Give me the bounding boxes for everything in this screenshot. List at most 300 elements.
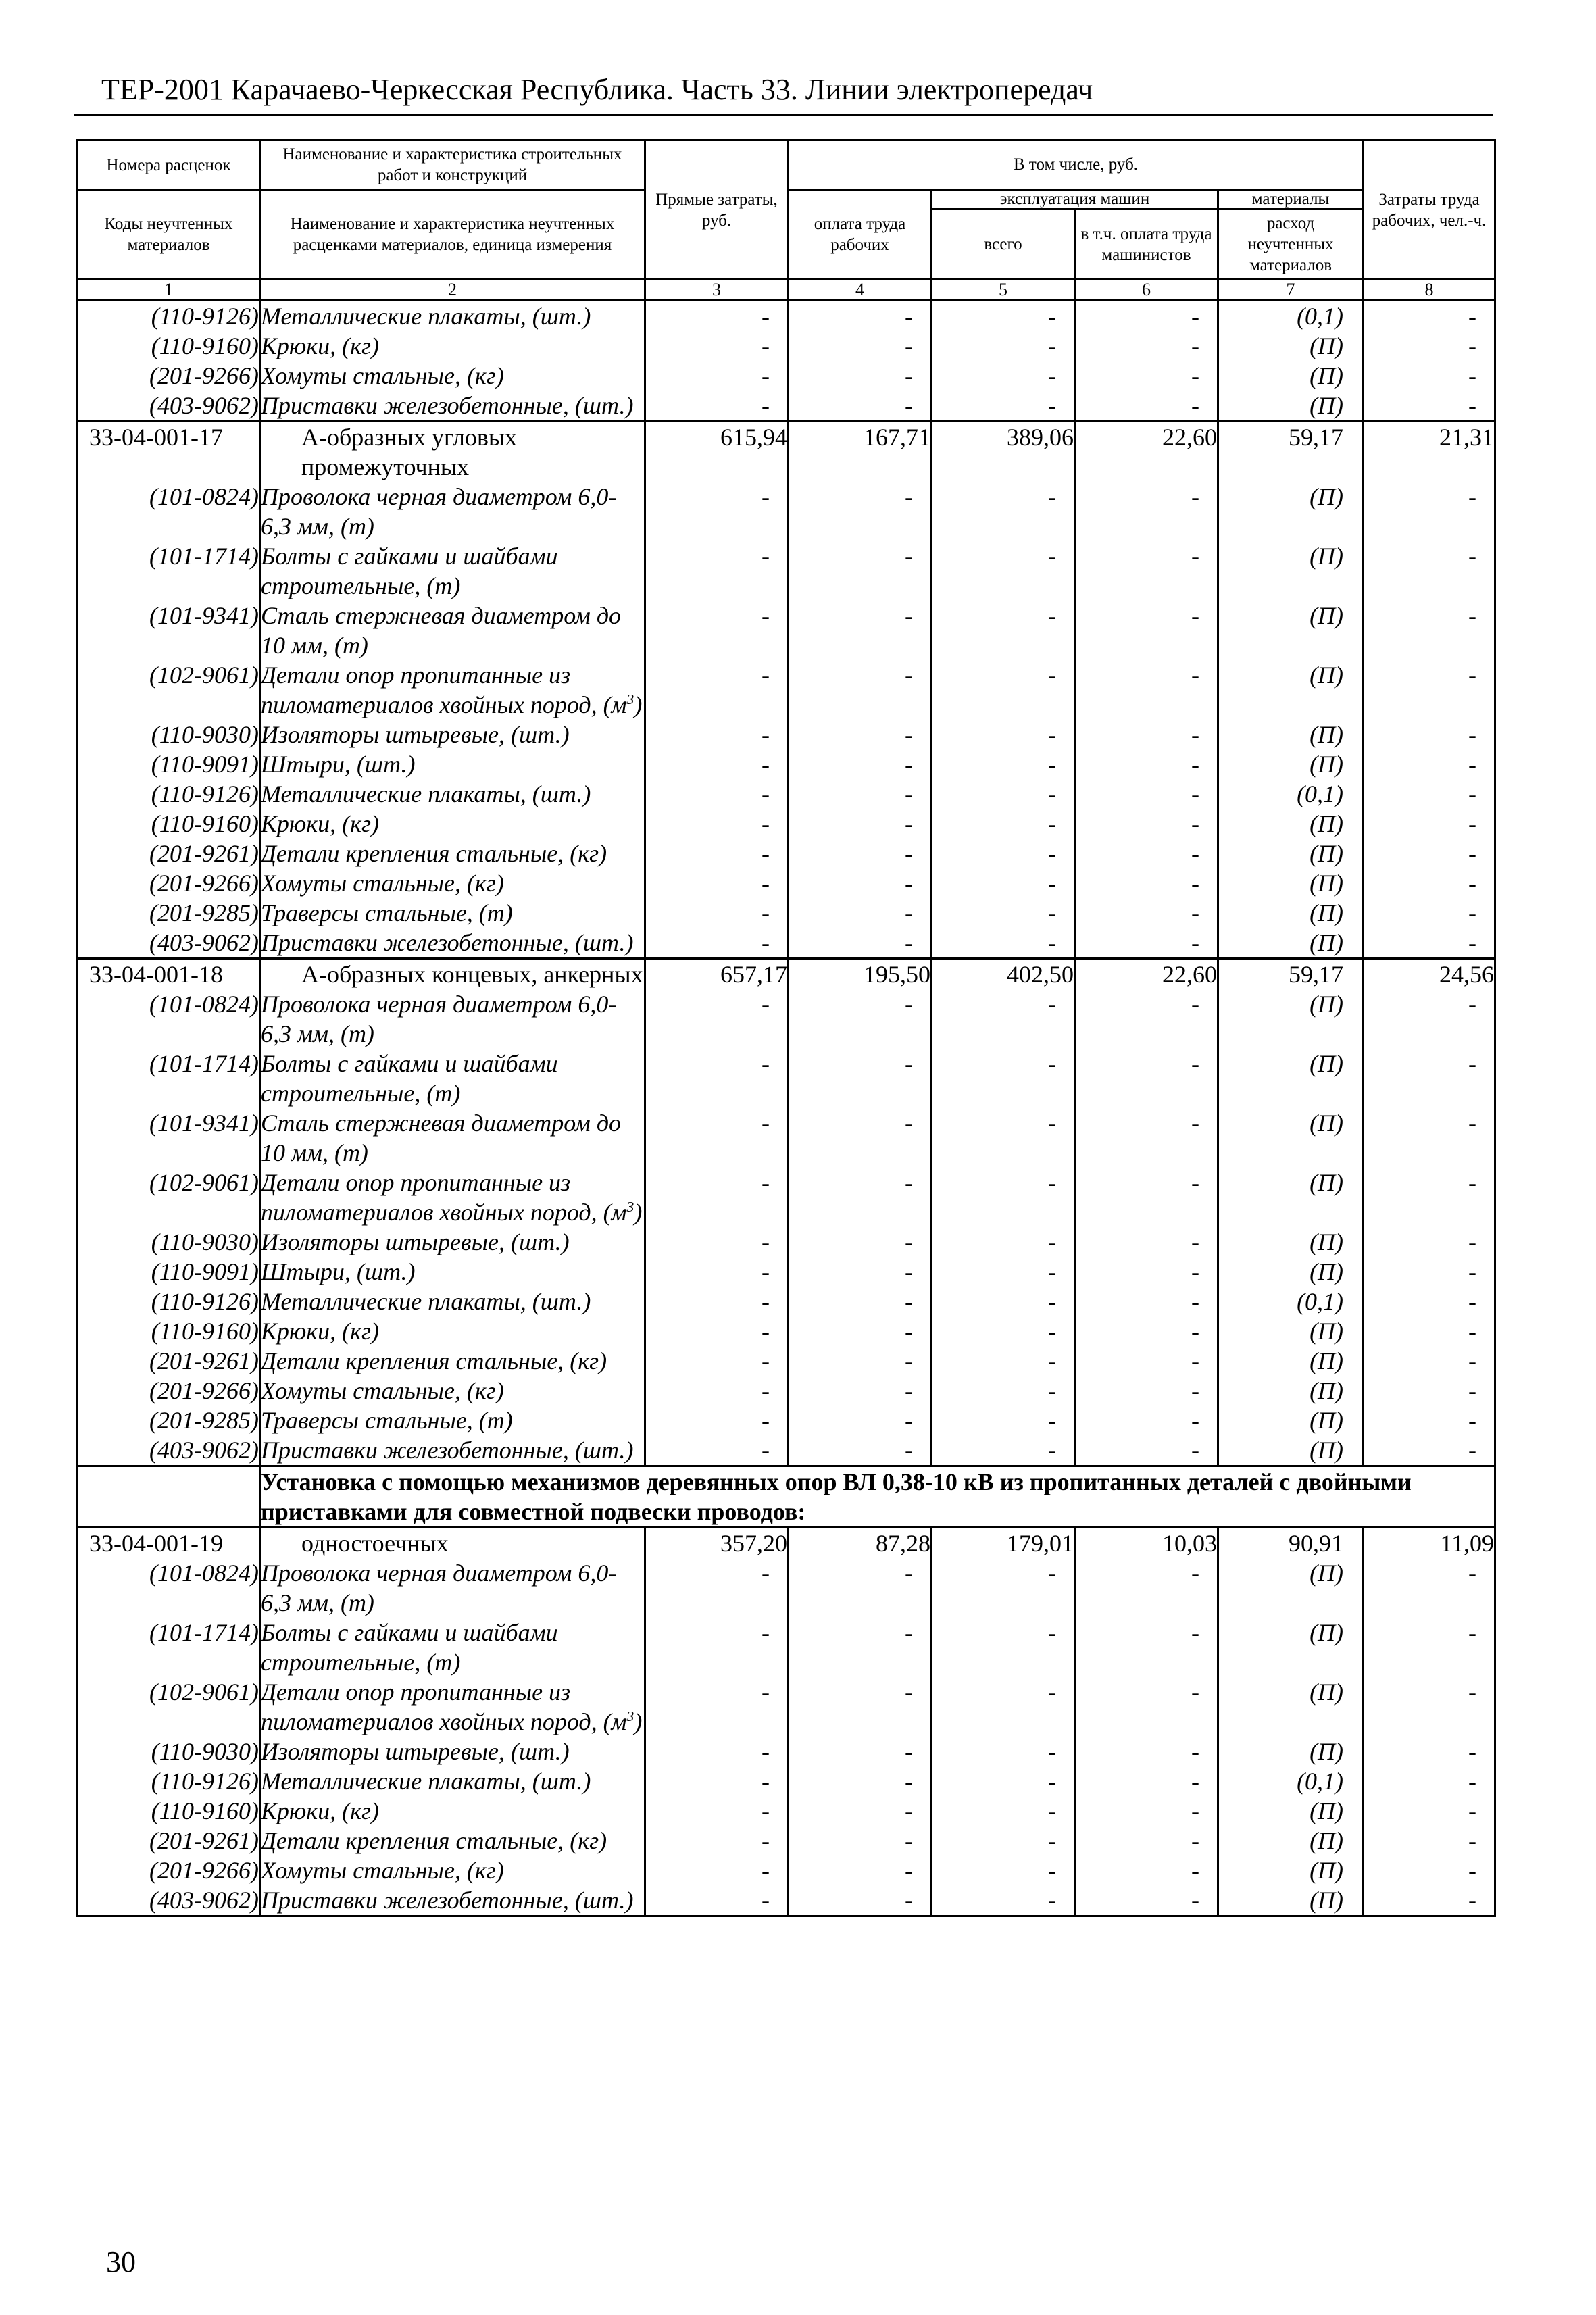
material-name <box>260 1316 645 1346</box>
dash-col-5: - <box>932 660 1075 720</box>
dash-col-3: - <box>645 1346 789 1376</box>
material-consumption: (П) <box>1218 482 1364 541</box>
material-code: (101-0824) <box>78 482 260 541</box>
material-row <box>78 1435 1495 1466</box>
material-name <box>260 839 645 868</box>
material-consumption: (П) <box>1218 1558 1364 1618</box>
material-consumption: (П) <box>1218 749 1364 779</box>
material-row <box>78 1287 1495 1316</box>
dash-col-6: - <box>1075 868 1218 898</box>
material-row <box>78 541 1495 601</box>
material-row <box>78 301 1495 332</box>
dash-col-5: - <box>932 1737 1075 1766</box>
material-name-text: Хомуты стальные, (кг) <box>261 362 504 389</box>
dash-col-4: - <box>789 331 932 361</box>
dash-col-8: - <box>1364 749 1495 779</box>
value-col-3: 357,20 <box>645 1528 789 1559</box>
dash-col-3: - <box>645 928 789 959</box>
material-name <box>260 928 645 959</box>
material-name <box>260 1435 645 1466</box>
material-code: (201-9261) <box>78 839 260 868</box>
material-code: (101-1714) <box>78 1618 260 1677</box>
header-col2-bottom: Наименование и характеристика неучтенных расценками материалов, единица измерения <box>260 190 645 280</box>
dash-col-4: - <box>789 1558 932 1618</box>
rate-name: А-образных концевых, анкерных <box>260 959 645 990</box>
material-name-text: Изоляторы штыревые, (шт.) <box>261 721 570 748</box>
value-col-7: 59,17 <box>1218 959 1364 990</box>
dash-col-8: - <box>1364 1257 1495 1287</box>
dash-col-5: - <box>932 1826 1075 1856</box>
material-row <box>78 720 1495 749</box>
material-consumption: (П) <box>1218 1677 1364 1737</box>
material-name <box>260 1856 645 1885</box>
material-row <box>78 361 1495 391</box>
material-row <box>78 1558 1495 1618</box>
dash-col-5: - <box>932 1049 1075 1108</box>
material-row <box>78 1257 1495 1287</box>
dash-col-4: - <box>789 1826 932 1856</box>
material-name <box>260 1826 645 1856</box>
material-name <box>260 1227 645 1257</box>
dash-col-3: - <box>645 301 789 332</box>
material-code: (101-9341) <box>78 1108 260 1168</box>
material-code: (101-1714) <box>78 541 260 601</box>
material-consumption: (П) <box>1218 1885 1364 1916</box>
material-name <box>260 391 645 422</box>
dash-col-8: - <box>1364 989 1495 1049</box>
dash-col-4: - <box>789 1856 932 1885</box>
dash-col-3: - <box>645 1168 789 1227</box>
material-row <box>78 1826 1495 1856</box>
dash-col-4: - <box>789 1049 932 1108</box>
material-row <box>78 331 1495 361</box>
material-name-text: Штыри, (шт.) <box>261 751 416 778</box>
dash-col-3: - <box>645 868 789 898</box>
dash-col-3: - <box>645 1796 789 1826</box>
material-row <box>78 868 1495 898</box>
header-col3: Прямые затраты, руб. <box>645 141 789 280</box>
material-row <box>78 1227 1495 1257</box>
value-col-7: 59,17 <box>1218 422 1364 482</box>
dash-col-5: - <box>932 1558 1075 1618</box>
dash-col-3: - <box>645 898 789 928</box>
dash-col-5: - <box>932 1108 1075 1168</box>
dash-col-8: - <box>1364 301 1495 332</box>
material-consumption: (П) <box>1218 601 1364 660</box>
material-name-text: Крюки, (кг) <box>261 332 379 359</box>
dash-col-6: - <box>1075 1346 1218 1376</box>
material-name <box>260 1049 645 1108</box>
rate-name: одностоечных <box>260 1528 645 1559</box>
dash-col-3: - <box>645 482 789 541</box>
material-name <box>260 601 645 660</box>
dash-col-6: - <box>1075 1618 1218 1677</box>
dash-col-3: - <box>645 1287 789 1316</box>
dash-col-3: - <box>645 1766 789 1796</box>
dash-col-4: - <box>789 839 932 868</box>
unit-close: ) <box>634 1199 643 1226</box>
dash-col-8: - <box>1364 1885 1495 1916</box>
material-row <box>78 1376 1495 1405</box>
material-code: (101-0824) <box>78 989 260 1049</box>
value-col-3: 657,17 <box>645 959 789 990</box>
material-code: (403-9062) <box>78 391 260 422</box>
material-consumption: (П) <box>1218 1826 1364 1856</box>
page-title: ТЕР-2001 Карачаево-Черкесская Республика. Часть 33. Линии электропередач <box>101 73 1093 106</box>
material-name-text: Болты с гайками и шайбами строительные, (т) <box>261 1619 558 1676</box>
material-name <box>260 720 645 749</box>
col-num-3: 3 <box>645 280 789 301</box>
dash-col-5: - <box>932 868 1075 898</box>
dash-col-4: - <box>789 1766 932 1796</box>
material-name-text: Детали крепления стальные, (кг) <box>261 840 607 867</box>
material-name <box>260 541 645 601</box>
material-code: (403-9062) <box>78 1885 260 1916</box>
header-col8: Затраты труда рабочих, чел.-ч. <box>1364 141 1495 280</box>
material-name-text: Сталь стержневая диаметром до 10 мм, (т) <box>261 1110 622 1166</box>
material-code: (110-9160) <box>78 809 260 839</box>
header-materials: материалы <box>1218 190 1364 209</box>
dash-col-8: - <box>1364 331 1495 361</box>
dash-col-4: - <box>789 301 932 332</box>
dash-col-4: - <box>789 1405 932 1435</box>
material-row <box>78 1108 1495 1168</box>
material-consumption: (П) <box>1218 1376 1364 1405</box>
material-consumption: (П) <box>1218 1856 1364 1885</box>
material-name <box>260 1558 645 1618</box>
material-consumption: (0,1) <box>1218 301 1364 332</box>
material-code: (101-0824) <box>78 1558 260 1618</box>
dash-col-5: - <box>932 331 1075 361</box>
dash-col-3: - <box>645 660 789 720</box>
material-consumption: (П) <box>1218 1316 1364 1346</box>
value-col-5: 179,01 <box>932 1528 1075 1559</box>
header-col4: оплата труда рабочих <box>789 190 932 280</box>
material-name-text: Штыри, (шт.) <box>261 1258 416 1285</box>
value-col-5: 402,50 <box>932 959 1075 990</box>
dash-col-5: - <box>932 749 1075 779</box>
material-name-text: Детали опор пропитанные из пиломатериалов хвойных пород, (м <box>261 1678 627 1735</box>
material-name-text: Проволока черная диаметром 6,0-6,3 мм, (т) <box>261 483 617 540</box>
material-consumption: (П) <box>1218 1796 1364 1826</box>
dash-col-8: - <box>1364 809 1495 839</box>
unit-superscript: 3 <box>626 691 634 707</box>
dash-col-4: - <box>789 1108 932 1168</box>
dash-col-4: - <box>789 1885 932 1916</box>
material-row <box>78 1168 1495 1227</box>
material-consumption: (П) <box>1218 868 1364 898</box>
material-name-text: Хомуты стальные, (кг) <box>261 1377 504 1404</box>
material-code: (201-9285) <box>78 1405 260 1435</box>
value-col-6: 22,60 <box>1075 422 1218 482</box>
material-code: (110-9091) <box>78 1257 260 1287</box>
material-row <box>78 482 1495 541</box>
material-consumption: (П) <box>1218 660 1364 720</box>
dash-col-3: - <box>645 1108 789 1168</box>
dash-col-3: - <box>645 1316 789 1346</box>
dash-col-8: - <box>1364 1826 1495 1856</box>
material-name-text: Сталь стержневая диаметром до 10 мм, (т) <box>261 602 622 659</box>
material-name <box>260 301 645 332</box>
dash-col-3: - <box>645 1049 789 1108</box>
material-name <box>260 1346 645 1376</box>
dash-col-3: - <box>645 1737 789 1766</box>
dash-col-3: - <box>645 1826 789 1856</box>
material-consumption: (П) <box>1218 1257 1364 1287</box>
dash-col-5: - <box>932 301 1075 332</box>
material-code: (110-9030) <box>78 1227 260 1257</box>
value-col-3: 615,94 <box>645 422 789 482</box>
dash-col-6: - <box>1075 482 1218 541</box>
material-name <box>260 482 645 541</box>
value-col-6: 10,03 <box>1075 1528 1218 1559</box>
col-num-2: 2 <box>260 280 645 301</box>
dash-col-4: - <box>789 1287 932 1316</box>
dash-col-6: - <box>1075 361 1218 391</box>
material-name <box>260 1766 645 1796</box>
dash-col-8: - <box>1364 1346 1495 1376</box>
material-consumption: (П) <box>1218 391 1364 422</box>
dash-col-6: - <box>1075 928 1218 959</box>
unit-close: ) <box>634 691 643 718</box>
dash-col-5: - <box>932 1405 1075 1435</box>
dash-col-4: - <box>789 361 932 391</box>
dash-col-6: - <box>1075 1257 1218 1287</box>
material-name <box>260 809 645 839</box>
material-name <box>260 1885 645 1916</box>
unit-superscript: 3 <box>626 1199 634 1215</box>
material-code: (110-9030) <box>78 720 260 749</box>
dash-col-6: - <box>1075 301 1218 332</box>
material-name <box>260 1405 645 1435</box>
material-code: (201-9285) <box>78 898 260 928</box>
material-code: (101-1714) <box>78 1049 260 1108</box>
rate-code: 33-04-001-17 <box>78 422 260 482</box>
value-col-4: 195,50 <box>789 959 932 990</box>
material-consumption: (П) <box>1218 928 1364 959</box>
material-consumption: (П) <box>1218 1737 1364 1766</box>
rate-row <box>78 422 1495 482</box>
material-row <box>78 1737 1495 1766</box>
dash-col-6: - <box>1075 1558 1218 1618</box>
material-name <box>260 898 645 928</box>
material-code: (201-9266) <box>78 361 260 391</box>
dash-col-6: - <box>1075 1168 1218 1227</box>
dash-col-3: - <box>645 391 789 422</box>
dash-col-6: - <box>1075 1856 1218 1885</box>
dash-col-3: - <box>645 601 789 660</box>
material-name <box>260 1168 645 1227</box>
page-number: 30 <box>106 2245 136 2279</box>
material-name <box>260 660 645 720</box>
material-code: (201-9266) <box>78 1856 260 1885</box>
material-code: (110-9160) <box>78 1316 260 1346</box>
dash-col-5: - <box>932 482 1075 541</box>
material-row <box>78 391 1495 422</box>
value-col-8: 21,31 <box>1364 422 1495 482</box>
dash-col-5: - <box>932 361 1075 391</box>
dash-col-6: - <box>1075 1316 1218 1346</box>
material-row <box>78 839 1495 868</box>
dash-col-4: - <box>789 1435 932 1466</box>
material-name <box>260 989 645 1049</box>
rate-row <box>78 959 1495 990</box>
material-consumption: (0,1) <box>1218 779 1364 809</box>
material-code: (201-9261) <box>78 1826 260 1856</box>
material-name-text: Болты с гайками и шайбами строительные, (т) <box>261 1050 558 1107</box>
dash-col-4: - <box>789 1168 932 1227</box>
dash-col-4: - <box>789 1677 932 1737</box>
dash-col-3: - <box>645 1376 789 1405</box>
material-consumption: (П) <box>1218 1618 1364 1677</box>
dash-col-6: - <box>1075 989 1218 1049</box>
dash-col-6: - <box>1075 1376 1218 1405</box>
dash-col-5: - <box>932 1287 1075 1316</box>
dash-col-4: - <box>789 541 932 601</box>
col-num-8: 8 <box>1364 280 1495 301</box>
value-col-4: 167,71 <box>789 422 932 482</box>
material-row <box>78 1049 1495 1108</box>
value-col-8: 24,56 <box>1364 959 1495 990</box>
rates-table <box>76 139 1496 1917</box>
material-consumption: (П) <box>1218 1049 1364 1108</box>
dash-col-5: - <box>932 898 1075 928</box>
dash-col-6: - <box>1075 1435 1218 1466</box>
dash-col-3: - <box>645 541 789 601</box>
dash-col-6: - <box>1075 1737 1218 1766</box>
col-num-5: 5 <box>932 280 1075 301</box>
material-code: (403-9062) <box>78 1435 260 1466</box>
dash-col-4: - <box>789 720 932 749</box>
material-consumption: (0,1) <box>1218 1287 1364 1316</box>
material-name-text: Металлические плакаты, (шт.) <box>261 1288 591 1315</box>
dash-col-5: - <box>932 1376 1075 1405</box>
material-name-text: Детали опор пропитанные из пиломатериалов хвойных пород, (м <box>261 1169 627 1226</box>
dash-col-8: - <box>1364 898 1495 928</box>
dash-col-5: - <box>932 1316 1075 1346</box>
dash-col-8: - <box>1364 1316 1495 1346</box>
material-name-text: Проволока черная диаметром 6,0-6,3 мм, (т) <box>261 991 617 1047</box>
material-name <box>260 361 645 391</box>
material-code: (110-9126) <box>78 1287 260 1316</box>
dash-col-4: - <box>789 898 932 928</box>
material-code: (201-9261) <box>78 1346 260 1376</box>
dash-col-4: - <box>789 601 932 660</box>
header-group: В том числе, руб. <box>789 141 1364 190</box>
material-code: (110-9126) <box>78 301 260 332</box>
material-code: (110-9160) <box>78 1796 260 1826</box>
dash-col-6: - <box>1075 601 1218 660</box>
material-consumption: (П) <box>1218 541 1364 601</box>
dash-col-6: - <box>1075 1108 1218 1168</box>
material-code: (110-9126) <box>78 1766 260 1796</box>
dash-col-4: - <box>789 660 932 720</box>
material-consumption: (0,1) <box>1218 1766 1364 1796</box>
dash-col-8: - <box>1364 1108 1495 1168</box>
dash-col-5: - <box>932 1435 1075 1466</box>
dash-col-3: - <box>645 1677 789 1737</box>
dash-col-4: - <box>789 482 932 541</box>
material-row <box>78 1885 1495 1916</box>
dash-col-8: - <box>1364 1558 1495 1618</box>
material-name <box>260 749 645 779</box>
dash-col-8: - <box>1364 1376 1495 1405</box>
material-name-text: Приставки железобетонные, (шт.) <box>261 1437 634 1464</box>
dash-col-3: - <box>645 1558 789 1618</box>
dash-col-6: - <box>1075 1885 1218 1916</box>
header-col5: всего <box>932 209 1075 280</box>
dash-col-4: - <box>789 1796 932 1826</box>
material-name <box>260 1287 645 1316</box>
material-consumption: (П) <box>1218 1227 1364 1257</box>
material-code: (403-9062) <box>78 928 260 959</box>
dash-col-8: - <box>1364 1287 1495 1316</box>
dash-col-6: - <box>1075 898 1218 928</box>
material-row <box>78 1766 1495 1796</box>
dash-col-3: - <box>645 1856 789 1885</box>
material-consumption: (П) <box>1218 898 1364 928</box>
material-name-text: Хомуты стальные, (кг) <box>261 870 504 897</box>
dash-col-8: - <box>1364 1049 1495 1108</box>
material-consumption: (П) <box>1218 720 1364 749</box>
dash-col-4: - <box>789 779 932 809</box>
dash-col-6: - <box>1075 331 1218 361</box>
material-consumption: (П) <box>1218 1168 1364 1227</box>
dash-col-8: - <box>1364 779 1495 809</box>
material-name <box>260 1618 645 1677</box>
material-name-text: Детали крепления стальные, (кг) <box>261 1827 607 1854</box>
header-col2-top: Наименование и характеристика строительных работ и конструкций <box>260 141 645 190</box>
material-code: (101-9341) <box>78 601 260 660</box>
dash-col-6: - <box>1075 1796 1218 1826</box>
dash-col-3: - <box>645 361 789 391</box>
dash-col-8: - <box>1364 660 1495 720</box>
dash-col-6: - <box>1075 749 1218 779</box>
material-code: (102-9061) <box>78 1168 260 1227</box>
material-code: (102-9061) <box>78 1677 260 1737</box>
dash-col-4: - <box>789 1618 932 1677</box>
material-name <box>260 1796 645 1826</box>
dash-col-3: - <box>645 720 789 749</box>
material-row <box>78 1346 1495 1376</box>
material-row <box>78 1405 1495 1435</box>
material-name-text: Детали опор пропитанные из пиломатериалов хвойных пород, (м <box>261 662 627 718</box>
material-name-text: Крюки, (кг) <box>261 810 379 837</box>
dash-col-6: - <box>1075 1405 1218 1435</box>
dash-col-4: - <box>789 749 932 779</box>
section-title: Установка с помощью механизмов деревянных опор ВЛ 0,38-10 кВ из пропитанных деталей с двойными приставками для совместной подвески проводов: <box>260 1466 1495 1528</box>
material-row <box>78 1618 1495 1677</box>
dash-col-5: - <box>932 541 1075 601</box>
material-name-text: Металлические плакаты, (шт.) <box>261 780 591 807</box>
material-name <box>260 779 645 809</box>
material-name <box>260 1737 645 1766</box>
unit-superscript: 3 <box>626 1708 634 1724</box>
value-col-4: 87,28 <box>789 1528 932 1559</box>
dash-col-3: - <box>645 809 789 839</box>
material-name <box>260 1108 645 1168</box>
material-name <box>260 1376 645 1405</box>
material-row <box>78 989 1495 1049</box>
section-row <box>78 1466 1495 1528</box>
header-machines: эксплуатация машин <box>932 190 1218 209</box>
material-name <box>260 1257 645 1287</box>
value-col-6: 22,60 <box>1075 959 1218 990</box>
dash-col-8: - <box>1364 868 1495 898</box>
dash-col-6: - <box>1075 1826 1218 1856</box>
dash-col-3: - <box>645 1405 789 1435</box>
material-consumption: (П) <box>1218 331 1364 361</box>
